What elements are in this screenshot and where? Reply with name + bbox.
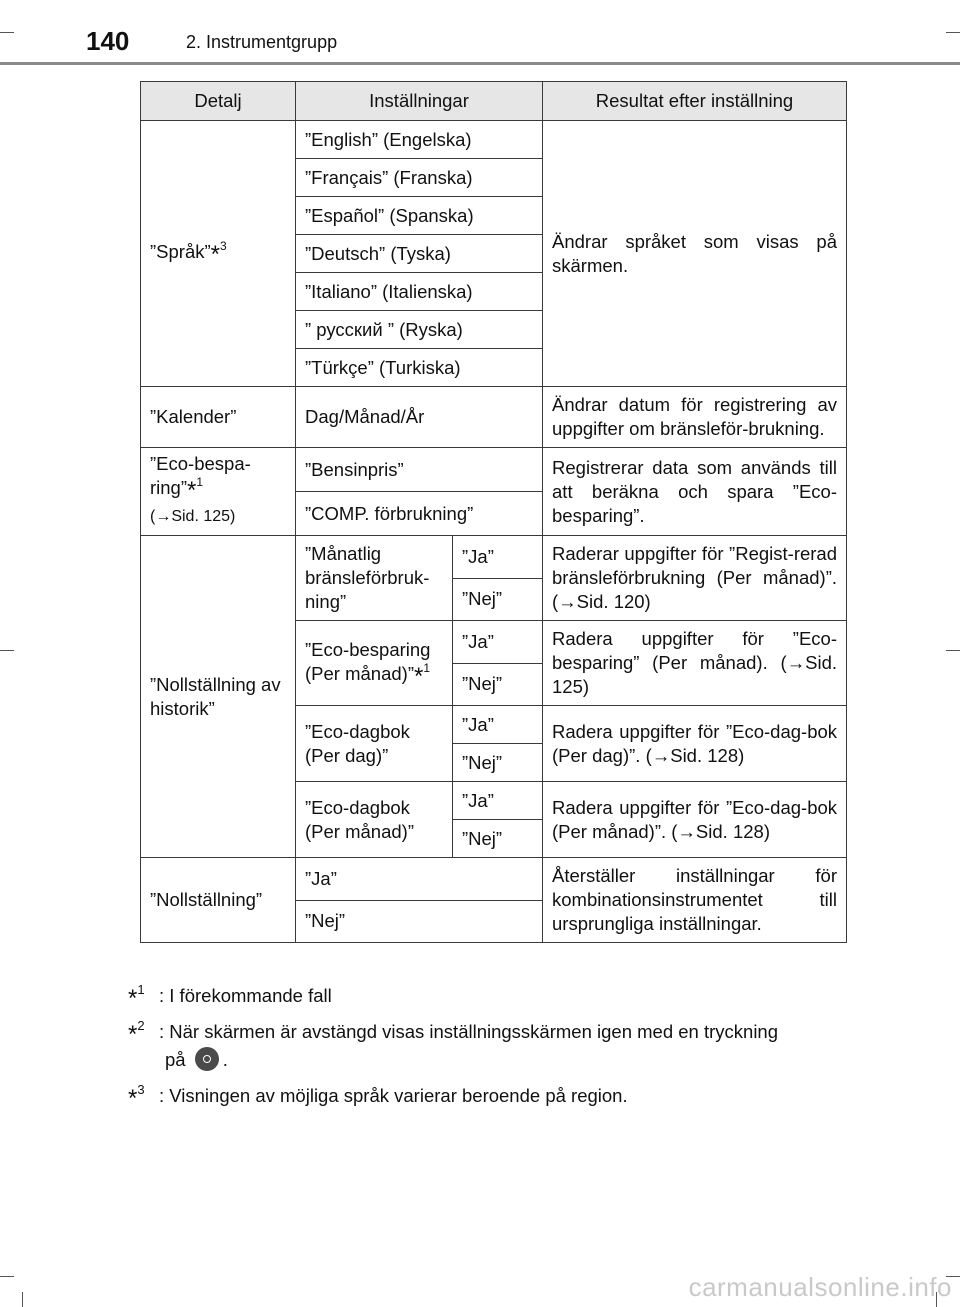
footnote-marker: * [128, 985, 138, 1012]
choice-no: ”Nej” [453, 744, 543, 782]
setting-option: ”Español” (Spanska) [296, 197, 543, 235]
detail-cell-language: ”Språk”*$^3$ [141, 121, 296, 387]
setting-option: ”Månatlig bränsleförbruk-ning” [296, 536, 453, 621]
detail-cell-history: ”Nollställning av historik” [141, 536, 296, 858]
footnote-number: 1 [196, 475, 204, 489]
footnote-3 [128, 1082, 848, 1110]
choice-yes: ”Ja” [296, 858, 543, 901]
choice-no: ”Nej” [453, 663, 543, 706]
setting-option: ”Bensinpris” [296, 448, 543, 492]
setting-option: ”COMP. förbrukning” [296, 492, 543, 536]
choice-no: ”Nej” [453, 820, 543, 858]
choice-yes: ”Ja” [453, 536, 543, 579]
choice-no: ”Nej” [296, 900, 543, 943]
footnote-number: 3 [220, 239, 227, 253]
footnote-marker: * [413, 662, 424, 690]
footnotes [128, 982, 848, 1118]
setting-option: ”Deutsch” (Tyska) [296, 235, 543, 273]
crop-mark [946, 650, 960, 651]
table-row [141, 536, 847, 579]
detail-cell-eco: ”Eco-bespa-ring”*$^1$ (→Sid. 125) [141, 448, 296, 536]
footnote-text-end: . [222, 1049, 228, 1070]
table-row [141, 448, 847, 492]
footnote-text: : När skärmen är avstängd visas inställningsskärmen igen med en tryckning [159, 1021, 779, 1042]
footnote-marker: * [210, 241, 220, 268]
result-cell: Radera uppgifter för ”Eco-besparing” (Per månad). (→Sid. 125) [543, 621, 847, 706]
footnote-text: : Visningen av möjliga språk varierar beroende på region. [159, 1085, 628, 1106]
page-header [0, 0, 960, 66]
setting-option: ”Italiano” (Italienska) [296, 273, 543, 311]
result-cell: Radera uppgifter för ”Eco-dag-bok (Per månad)”. (→Sid. 128) [543, 782, 847, 858]
page-reference: (→Sid. 125) [150, 508, 236, 525]
result-cell: Ändrar språket som visas på skärmen. [543, 121, 847, 387]
table-row [141, 858, 847, 901]
crop-mark [22, 1292, 23, 1307]
table-header-row [141, 82, 847, 121]
column-header: Inställningar [296, 82, 543, 121]
setting-option: ”Eco-dagbok (Per dag)” [296, 706, 453, 782]
footnote-number: 3 [137, 1082, 145, 1097]
footnote-1 [128, 982, 848, 1010]
table-row [141, 387, 847, 448]
footnote-marker: * [128, 1085, 138, 1112]
choice-yes: ”Ja” [453, 706, 543, 744]
detail-cell-reset: ”Nollställning” [141, 858, 296, 943]
column-header: Detalj [141, 82, 296, 121]
result-cell: Raderar uppgifter för ”Regist-rerad bränsleförbrukning (Per månad)”. (→Sid. 120) [543, 536, 847, 621]
page-number: 140 [86, 26, 130, 56]
settings-table [140, 81, 847, 943]
footnote-text-continued: på [165, 1049, 186, 1070]
crop-mark [0, 1276, 14, 1277]
result-cell: Ändrar datum för registrering av uppgifter om bränsleför-brukning. [543, 387, 847, 448]
footnote-marker: * [128, 1021, 138, 1048]
footnote-marker: * [187, 477, 197, 504]
detail-cell-calendar: ”Kalender” [141, 387, 296, 448]
choice-no: ”Nej” [453, 578, 543, 621]
column-header: Resultat efter inställning [543, 82, 847, 121]
footnote-number: 1 [137, 982, 145, 997]
setting-option: ”Français” (Franska) [296, 159, 543, 197]
setting-option: ”Eco-besparing (Per månad)”*$^1$ [296, 621, 453, 706]
setting-option: ”Türkçe” (Turkiska) [296, 349, 543, 387]
footnote-number: 1 [423, 660, 431, 675]
crop-mark [0, 650, 14, 651]
result-cell: Återställer inställningar för kombinationsinstrumentet till ursprungliga inställningar. [543, 858, 847, 943]
watermark: carmanualsonline.info [688, 1272, 952, 1302]
choice-yes: ”Ja” [453, 621, 543, 664]
result-cell: Radera uppgifter för ”Eco-dag-bok (Per dag)”. (→Sid. 128) [543, 706, 847, 782]
footnote-text: : I förekommande fall [159, 985, 332, 1006]
table-row [141, 121, 847, 159]
footnote-2 [128, 1018, 848, 1074]
result-cell: Registrerar data som används till att beräkna och spara ”Eco-besparing”. [543, 448, 847, 536]
setting-option: ”Eco-dagbok (Per månad)” [296, 782, 453, 858]
display-button-icon [195, 1047, 219, 1071]
setting-option: ” русский ” (Ryska) [296, 311, 543, 349]
chapter-title: 2. Instrumentgrupp [186, 32, 338, 52]
setting-option: ”English” (Engelska) [296, 121, 543, 159]
setting-option: Dag/Månad/År [296, 387, 543, 448]
header-divider [0, 62, 960, 65]
footnote-number: 2 [137, 1018, 145, 1033]
choice-yes: ”Ja” [453, 782, 543, 820]
